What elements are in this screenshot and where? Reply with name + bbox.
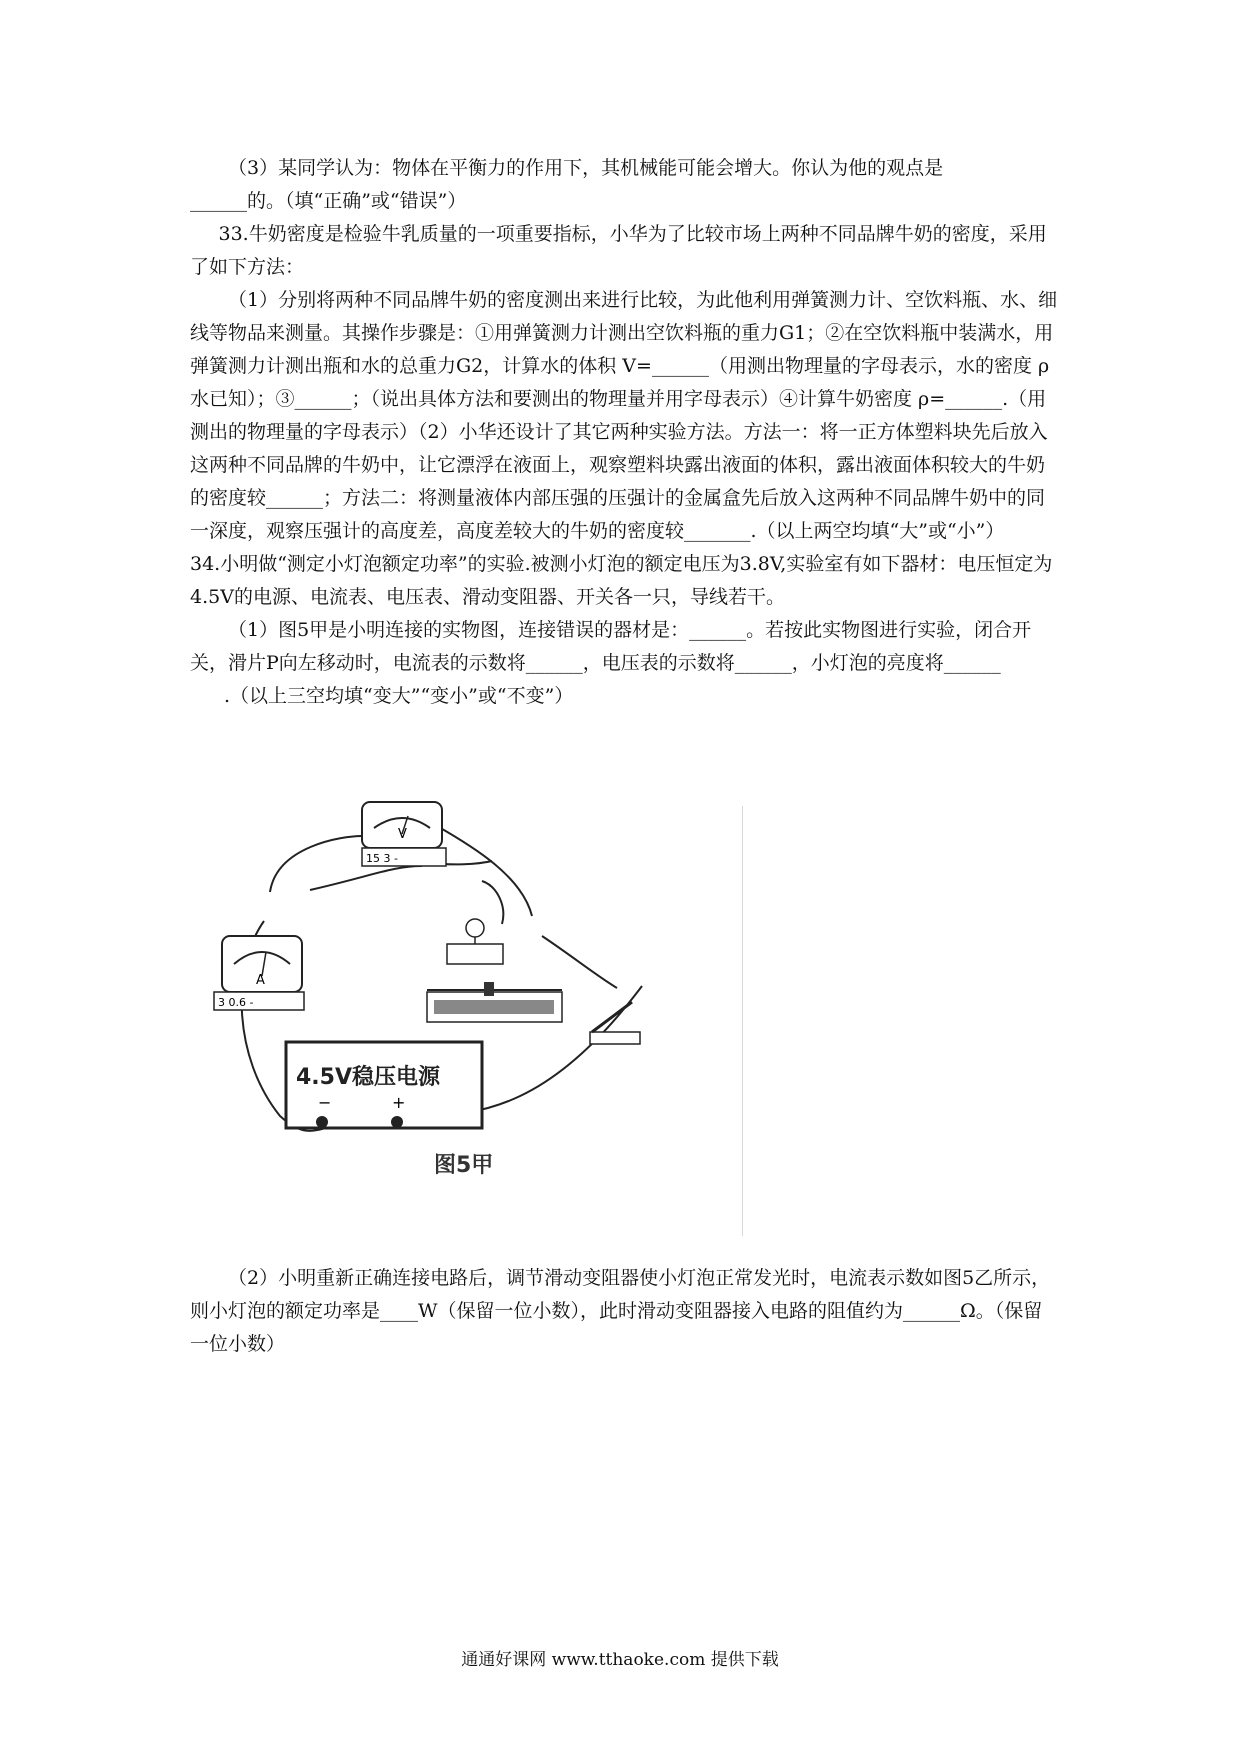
figure-caption: 图5甲 xyxy=(434,1153,494,1178)
question-33-intro: 33.牛奶密度是检验牛乳质量的一项重要指标，小华为了比较市场上两种不同品牌牛奶的密度，采用了如下方法： xyxy=(190,223,1047,278)
wire-lamp-to-switch xyxy=(542,936,617,988)
content-block-2 xyxy=(190,1262,1060,1361)
question-33-body: （1）分别将两种不同品牌牛奶的密度测出来进行比较，为此他利用弹簧测力计、空饮料瓶、水、细线等物品来测量。其操作步骤是：①用弹簧测力计测出空饮料瓶的重力G1；②在空饮料瓶中装满水，用弹簧测力计测出瓶和水的总重力G2，计算水的体积 V=______（用测出物理量的字母表示，水的密度 ρ 水已知）；③______；（说出具体方法和要测出的物理量并用字母表示）④计算牛奶密度 ρ=______.（用测出的物理量的字母表示）（2）小华还设计了其它两种实验方法。方法一：将一正方体塑料块先后放入这两种不同品牌的牛奶中，让它漂浮在液面上，观察塑料块露出液面的体积，露出液面体积较大的牛奶的密度较______；方法二：将测量液体内部压强的压强计的金属盒先后放入这两种不同品牌牛奶中的同一深度，观察压强计的高度差，高度差较大的牛奶的密度较_______.（以上两空均填“大”或“小”） xyxy=(190,289,1058,542)
positive-terminal xyxy=(391,1116,403,1128)
question-34-part1: （1）图5甲是小明连接的实物图，连接错误的器材是：______。若按此实物图进行实验，闭合开关，滑片P向左移动时，电流表的示数将______，电压表的示数将______，小灯泡的亮度将______ xyxy=(190,619,1032,674)
question-34-part2: （2）小明重新正确连接电路后，调节滑动变阻器使小灯泡正常发光时，电流表示数如图5乙所示，则小灯泡的额定功率是____W（保留一位小数），此时滑动变阻器接入电路的阻值约为______Ω。（保留一位小数） xyxy=(190,1267,1051,1355)
question-34-part1-note: .（以上三空均填“变大”“变小”或“不变”） xyxy=(224,685,574,707)
question-32-3-blank: ______的。（填“正确”或“错误”） xyxy=(190,190,467,212)
voltmeter xyxy=(362,802,446,866)
voltmeter-terminals: 15 3 - xyxy=(366,852,398,865)
power-source-label: 4.5V稳压电源 xyxy=(296,1065,440,1090)
ammeter xyxy=(214,936,304,1010)
page-footer: 通通好课网 www.tthaoke.com 提供下载 xyxy=(461,1650,779,1670)
negative-terminal-label: − xyxy=(318,1093,332,1112)
negative-terminal xyxy=(316,1116,328,1128)
ammeter-terminals: 3 0.6 - xyxy=(218,996,254,1009)
circuit-figure xyxy=(218,806,743,1236)
voltmeter-letter: V xyxy=(398,827,407,842)
wire-voltmeter-right xyxy=(437,826,532,916)
wire-ammeter-to-lamp xyxy=(310,866,422,890)
rheostat xyxy=(427,982,562,1022)
positive-terminal-label: + xyxy=(392,1093,406,1112)
switch xyxy=(590,1002,640,1044)
circuit-diagram xyxy=(218,806,742,1236)
question-34-intro: 34.小明做“测定小灯泡额定功率”的实验.被测小灯泡的额定电压为3.8V,实验室有如下器材：电压恒定为4.5V的电源、电流表、电压表、滑动变阻器、开关各一只，导线若干。 xyxy=(190,553,1053,608)
wire-ammeter-top xyxy=(270,836,362,892)
content-block xyxy=(190,152,1060,713)
bulb xyxy=(447,919,503,964)
ammeter-letter: A xyxy=(256,973,265,988)
wire-lamp-rheostat xyxy=(482,881,503,924)
question-32-3: （3）某同学认为：物体在平衡力的作用下，其机械能可能会增大。你认为他的观点是 xyxy=(228,157,944,179)
